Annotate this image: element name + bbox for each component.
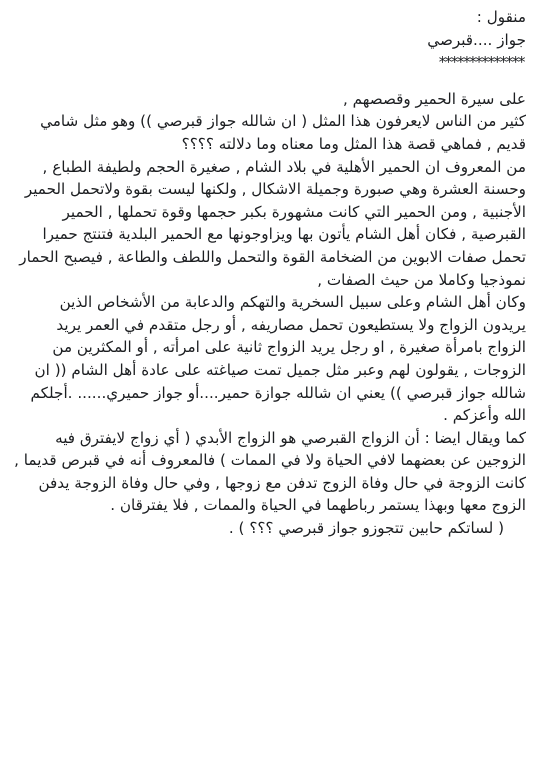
source-label: منقول : (476, 8, 526, 26)
paragraph-eternal-marriage: كما ويقال ايضا : أن الزواج القبرصي هو الزواج الأبدي ( أي زواج لايفترق فيه الزوجين عن بعضهما لافي الحياة ولا في الممات ) فالمعروف أنه في قبرص قديما , كانت الزوجة في حال وفاة الزوج تدفن مع زوجها , وفي حال وفاة الزوجة يدفن الزوج معها وبهذا يستمر رباطهما في الحياة والممات , فلا يفترقان . (14, 428, 526, 515)
paragraph-closing: ( لساتكم حابين تتجوزو جواز قبرصي ؟؟؟ ) . (228, 519, 504, 538)
paragraph-mockery: وكان أهل الشام وعلى سبيل السخرية والتهكم والدعابة من الأشخاص الذين يريدون الزواج ولا يستطيعون تحمل مصاريفه , أو رجل متقدم في العمر يريد الزواج بامرأة صغيرة , او رجل يريد الزواج ثانية على امرأته , أو المكثرين من الزوجات , يقولون لهم وعبر مثل جميل تمت صياغته على عادة أهل الشام (( ان شالله جواز قبرصي )) يعني ان شالله جوازة حمير....أو جواز حميري...... .أجلكم الله وأعزكم . (30, 293, 526, 425)
title-divider: ************** (438, 53, 524, 72)
paragraph-damascene-donkeys: من المعروف ان الحمير الأهلية في بلاد الشام , صغيرة الحجم ولطيفة الطباع , وحسنة العشرة وهي صبورة وجميلة الاشكال , ولكنها ليست بقوة ولاتحمل الحمير الأجنبية , ومن الحمير التي كانت مشهورة بكبر حجمها وقوة تحملها , الحمير القبرصية , فكان أهل الشام يأتون بها ويزاوجونها مع الحمير البلدية فتنتج حميرا تحمل صفات الابوين من الضخامة القوة والتحمل واللطف والطاعة , فيصبح الحمار نموذجيا وكاملا من حيث الصفات , (19, 157, 526, 289)
paragraph-intro: على سيرة الحمير وقصصهم , (343, 89, 526, 108)
paragraph-question: كثير من الناس لايعرفون هذا المثل ( ان شالله جواز قبرصي )) وهو مثل شامي قديم , فماهي قصة هذا المثل وما معناه وما دلالته ؟؟؟؟ (40, 112, 526, 153)
post-title: جواز ....قبرصي (427, 30, 526, 49)
spacer (14, 74, 526, 88)
